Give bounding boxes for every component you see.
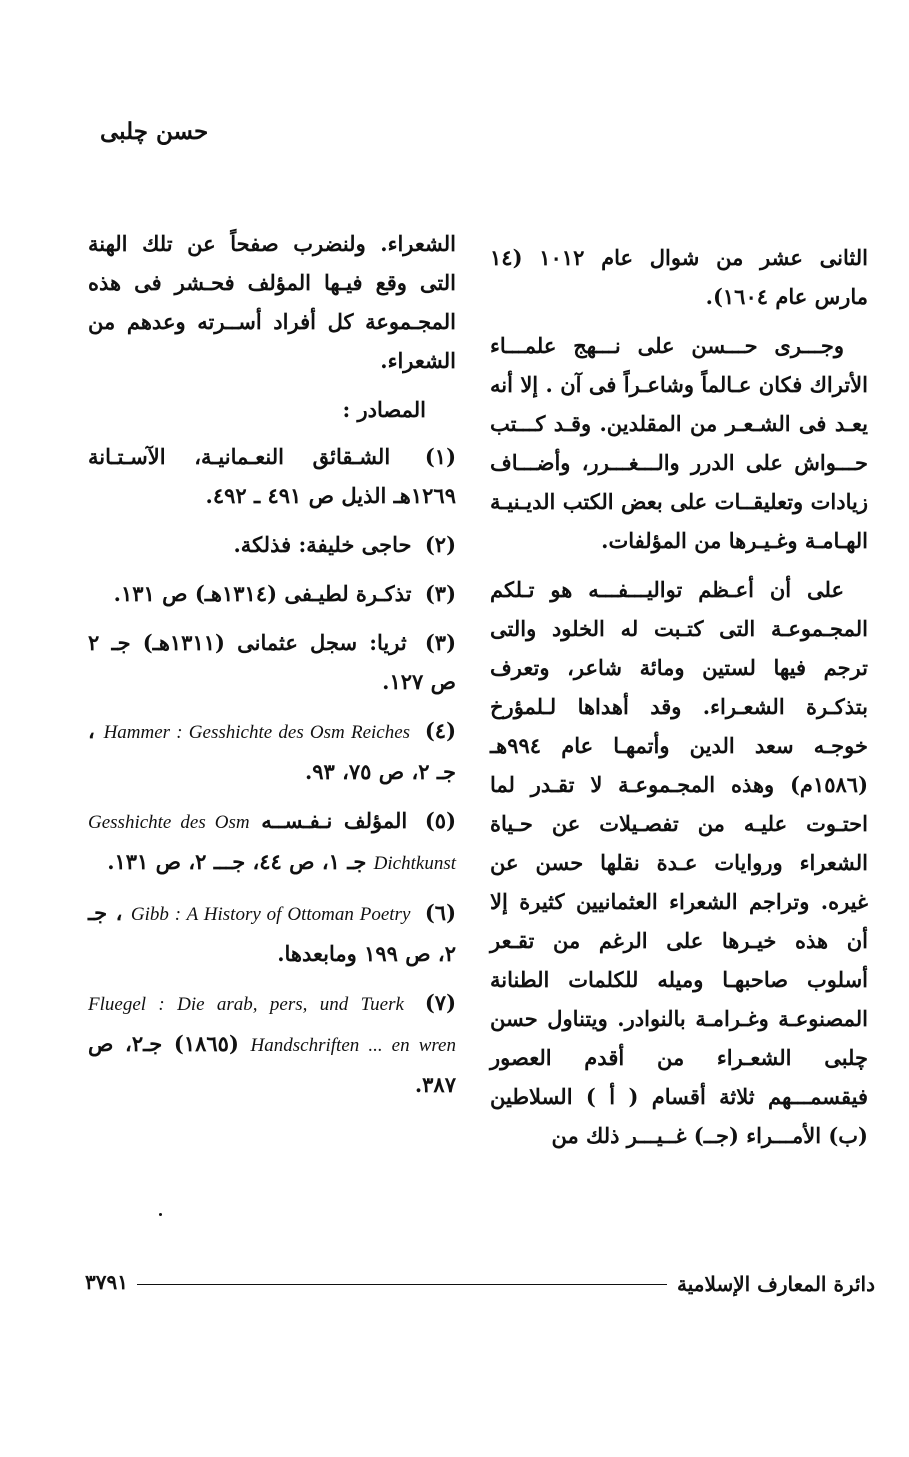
source-entry <box>88 574 456 613</box>
page-footer <box>85 1270 875 1300</box>
source-entry <box>88 437 456 515</box>
source-entry <box>88 801 456 883</box>
source-number: (١) <box>424 444 457 469</box>
source-entry <box>88 711 456 791</box>
right-column <box>490 238 868 1165</box>
source-text: المؤلف نـفـســه <box>261 808 408 833</box>
source-text: ، جـ ٢، ص ٧٥، ٩٣. <box>88 718 456 784</box>
source-number: (٥) <box>424 808 457 833</box>
source-entry <box>88 983 456 1104</box>
paragraph: وجـــرى حـــسن على نـــهج علمـــاء الأتراك فكان عـالماً وشاعـراً فى آن . إلا أنه يعـد فى الشـعـر من المقلدين. وقـد كـــتب حـــواش على الدرر والـــغـــرر، وأضـــاف زيادات وتعليقــات على بعض الكتب الديـنيـة الهـامـة وغـيـرها من المؤلفات. <box>490 333 868 553</box>
source-latin: Gibb : A History of Ottoman Poetry <box>130 904 411 925</box>
source-number: (٢) <box>424 532 456 557</box>
source-text: الشـقائق النعـمانيـة، الآسـتـانة ١٢٦٩هـ الذيل ص ٤٩١ ـ ٤٩٢. <box>88 444 456 508</box>
source-latin: Fluegel : Die arab, pers, und Tuerk Handschriften ... en wren <box>88 994 456 1056</box>
source-text: حاجى خليفة: فذلكة. <box>233 532 412 557</box>
source-entry <box>88 893 456 973</box>
source-entry <box>88 623 456 701</box>
page-number: ٣٧٩١ <box>85 1270 128 1294</box>
source-number: (٣) <box>424 630 457 655</box>
footer-rule <box>137 1284 667 1285</box>
source-latin: Hammer : Gesshichte des Osm Reiches <box>103 722 411 743</box>
paragraph: على أن أعـظم تواليـــفـــه هو تـلكم المجـموعـة التى كتـبت له الخلود والتى ترجم فيها لستين ومائة شاعر، وتعرف بتذكـرة الشعـراء. وقد أهداها لـلمؤرخ خوجـه سعد الدين وأتمهـا عام ٩٩٤هـ (١٥٨٦م) وهذه المجـموعـة لا تقـدر لما احتـوت عليـه من تفصـيلات عن حـياة الشعراء وروايات عـدة نقلها حسن عن غيره. وتراجم الشعراء العثمانيين كثيرة إلا أن هذه خيـرها على الرغم من تقـعر أسلوب صاحبهـا وميله للكلمات الطنانة المصنوعـة وغـرامـة بالنوادر. ويتناول حسن چلبى الشعـراء من أقدم العصور فيقسمـــهم ثلاثة أقسام ( أ ) السلاطين (ب) الأمـــراء (جــ) غــيـــر ذلك من <box>490 577 868 1148</box>
ink-dot <box>159 1213 162 1216</box>
source-text: (١٨٦٥) جـ٢، ص ٣٨٧. <box>88 1031 456 1097</box>
paragraph: الثانى عشر من شوال عام ١٠١٢ (١٤ مارس عام ١٦٠٤). <box>490 245 868 309</box>
paragraph: الشعراء. ولنضرب صفحاً عن تلك الهنة التى وقع فيـها المؤلف فحـشر فى هذه المجـموعة كل أفراد أســرته وعدهم من الشعراء. <box>88 231 456 373</box>
left-column <box>88 224 456 1114</box>
source-text: تذكـرة لطيـفى (١٣١٤هـ) ص ١٣١. <box>113 581 412 606</box>
journal-title: دائرة المعارف الإسلامية <box>677 1272 875 1296</box>
source-entry <box>88 525 456 564</box>
source-number: (٤) <box>424 718 456 743</box>
source-number: (٣) <box>424 581 456 606</box>
source-number: (٧) <box>424 990 457 1015</box>
source-text: ، جـ ٢، ص ١٩٩ ومابعدها. <box>88 900 456 966</box>
source-number: (٦) <box>424 900 457 925</box>
source-latin: Gesshichte des Osm Dichtkunst <box>88 812 456 874</box>
sources-heading: المصادر : <box>342 397 426 422</box>
source-text: ثريا: سجل عثمانى (١٣١١هـ) جـ ٢ ص ١٢٧. <box>88 630 456 694</box>
running-title: حسن چلبى <box>100 118 209 145</box>
source-text: جـ ١، ص ٤٤، جـــ ٢، ص ١٣١. <box>107 849 367 874</box>
